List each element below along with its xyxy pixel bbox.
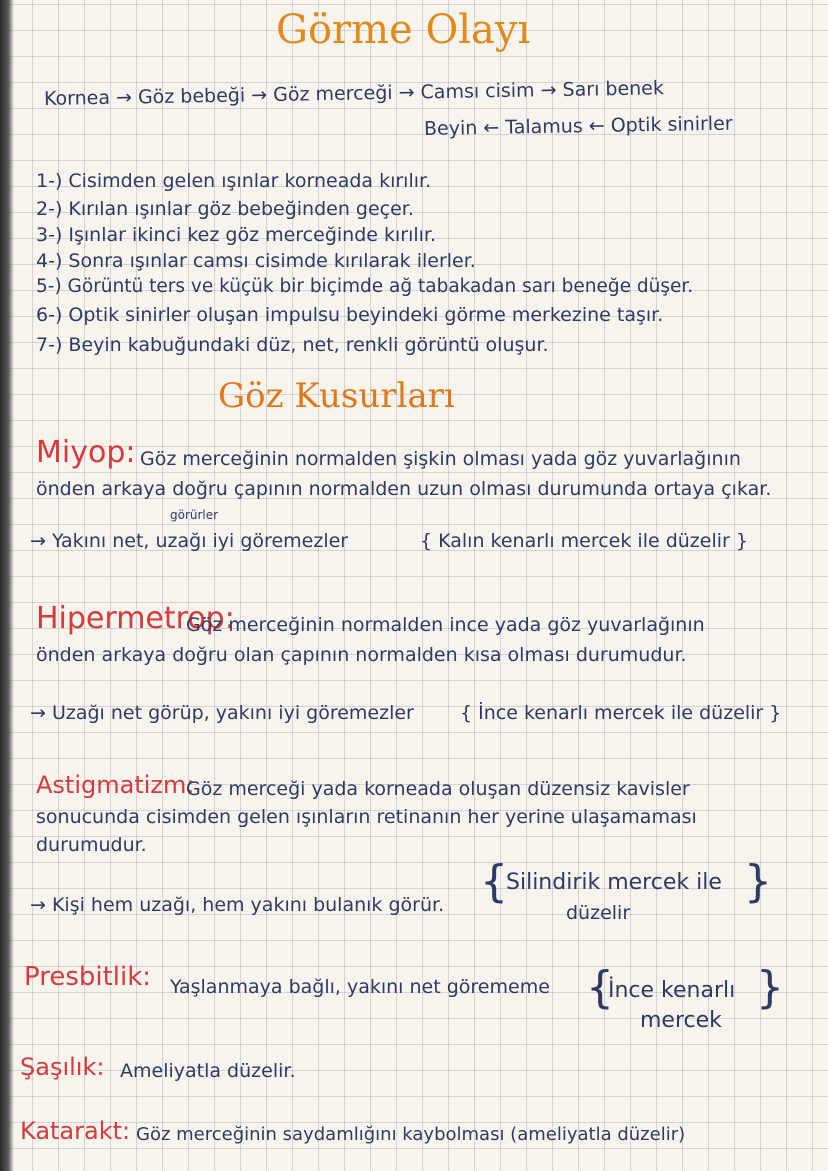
hipermetrop-note: → Uzağı net görüp, yakını iyi göremezler xyxy=(30,702,414,724)
step-6: 6-) Optik sinirler oluşan impulsu beyindeki görme merkezine taşır. xyxy=(36,304,664,326)
brace-right: } xyxy=(744,856,772,907)
step-2: 2-) Kırılan ışınlar göz bebeğinden geçer. xyxy=(36,198,414,220)
step-3: 3-) Işınlar ikinci kez göz merceğinde kırılır. xyxy=(36,224,437,246)
pathway-line-2: Beyin ← Talamus ← Optik sinirler xyxy=(423,112,733,140)
step-5: 5-) Görüntü ters ve küçük bir biçimde ağ tabakadan sarı beneğe düşer. xyxy=(36,276,694,297)
miyop-annotation: görürler xyxy=(170,508,219,522)
hipermetrop-fix: { İnce kenarlı mercek ile düzelir } xyxy=(460,702,782,724)
astigmatizm-definition-1: Göz merceği yada korneada oluşan düzensiz kavisler xyxy=(186,778,690,800)
astigmatizm-fix-2: düzelir xyxy=(566,902,631,924)
astigmatizm-definition-2: sonucunda cisimden gelen ışınların retinanın her yerine ulaşamaması xyxy=(36,806,697,828)
section-title: Göz Kusurları xyxy=(218,376,455,416)
hipermetrop-definition-2: önden arkaya doğru olan çapının normalden kısa olması durumudur. xyxy=(36,644,687,666)
miyop-definition-2: önden arkaya doğru çapının normalden uzun olması durumunda ortaya çıkar. xyxy=(36,478,772,500)
term-hipermetrop: Hipermetrop: xyxy=(36,601,235,636)
presbitlik-fix-2: mercek xyxy=(640,1008,722,1033)
pathway-line-1: Kornea → Göz bebeği → Göz merceği → Camsı cisim → Sarı benek xyxy=(43,77,665,110)
presbitlik-fix-1: İnce kenarlı xyxy=(608,978,736,1003)
brace-left: { xyxy=(480,856,508,907)
term-presbitlik: Presbitlik: xyxy=(24,962,152,992)
sasilik-definition: Ameliyatla düzelir. xyxy=(120,1060,296,1082)
miyop-note: → Yakını net, uzağı iyi göremezler xyxy=(30,530,349,552)
astigmatizm-note: → Kişi hem uzağı, hem yakını bulanık görür. xyxy=(30,894,445,916)
step-7: 7-) Beyin kabuğundaki düz, net, renkli görüntü oluşur. xyxy=(36,334,549,356)
step-1: 1-) Cisimden gelen ışınlar korneada kırılır. xyxy=(36,170,432,192)
term-miyop: Miyop: xyxy=(36,435,136,470)
miyop-definition-1: Göz merceğinin normalden şişkin olması yada göz yuvarlağının xyxy=(140,448,741,470)
presbitlik-brace-right: } xyxy=(756,962,784,1013)
katarakt-definition: Göz merceğinin saydamlığını kaybolması (ameliyatla düzelir) xyxy=(136,1124,686,1145)
presbitlik-definition: Yaşlanmaya bağlı, yakını net görememe xyxy=(170,976,550,998)
presbitlik-brace-left: { xyxy=(586,962,614,1013)
hipermetrop-definition-1: Göz merceğinin normalden ince yada göz yuvarlağının xyxy=(186,614,705,636)
term-sasilik: Şaşılık: xyxy=(20,1053,105,1081)
term-katarakt: Katarakt: xyxy=(20,1117,131,1145)
miyop-fix: { Kalın kenarlı mercek ile düzelir } xyxy=(420,530,748,552)
page-title: Görme Olayı xyxy=(276,7,531,53)
astigmatizm-fix-1: Silindirik mercek ile xyxy=(506,870,722,895)
term-astigmatizm: Astigmatizm: xyxy=(36,771,195,799)
astigmatizm-definition-3: durumudur. xyxy=(36,834,147,856)
step-4: 4-) Sonra ışınlar camsı cisimde kırılarak ilerler. xyxy=(36,250,476,272)
